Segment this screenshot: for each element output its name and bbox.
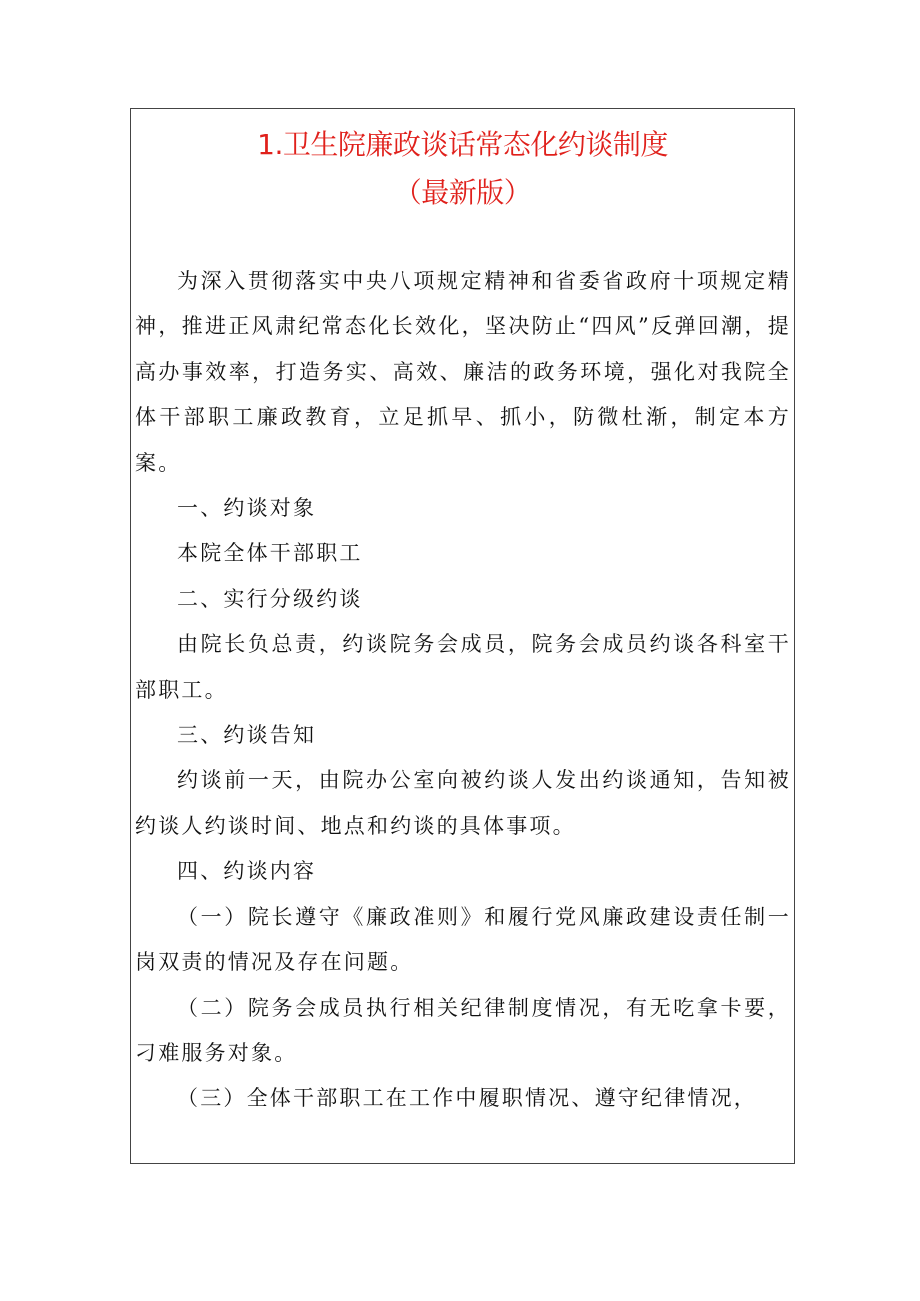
- document-subtitle: （最新版）: [393, 176, 532, 209]
- section-heading: 二、实行分级约谈: [177, 586, 363, 611]
- list-item: （三）全体干部职工在工作中履职情况、遵守纪律情况，: [177, 1086, 757, 1111]
- list-item: （一）院长遵守《廉政准则》和履行党风廉政建设责任制一岗双责的情况及存在问题。: [135, 904, 791, 975]
- intro-paragraph: 为深入贯彻落实中央八项规定精神和省委省政府十项规定精神，推进正风肃纪常态化长效化，坚决防止“四风”反弹回潮，提高办事效率，打造务实、高效、廉洁的政务环境，强化对我院全体干部职工廉政教育，立足抓早、抓小，防微杜渐，制定本方案。: [135, 269, 791, 475]
- list-item: （二）院务会成员执行相关纪律制度情况，有无吃拿卡要，刁难服务对象。: [135, 995, 791, 1065]
- document-body: [135, 259, 791, 1122]
- document-title: 1.卫生院廉政谈话常态化约谈制度: [257, 128, 668, 161]
- document-frame: [130, 108, 795, 1164]
- body-paragraph: 由院长负总责，约谈院务会成员，院务会成员约谈各科室干部职工。: [135, 632, 791, 702]
- section-heading: 三、约谈告知: [177, 723, 317, 748]
- body-paragraph: 本院全体干部职工: [177, 541, 363, 566]
- section-heading: 一、约谈对象: [177, 496, 317, 521]
- section-heading: 四、约谈内容: [177, 859, 317, 884]
- body-paragraph: 约谈前一天，由院办公室向被约谈人发出约谈通知，告知被约谈人约谈时间、地点和约谈的具体事项。: [135, 768, 791, 838]
